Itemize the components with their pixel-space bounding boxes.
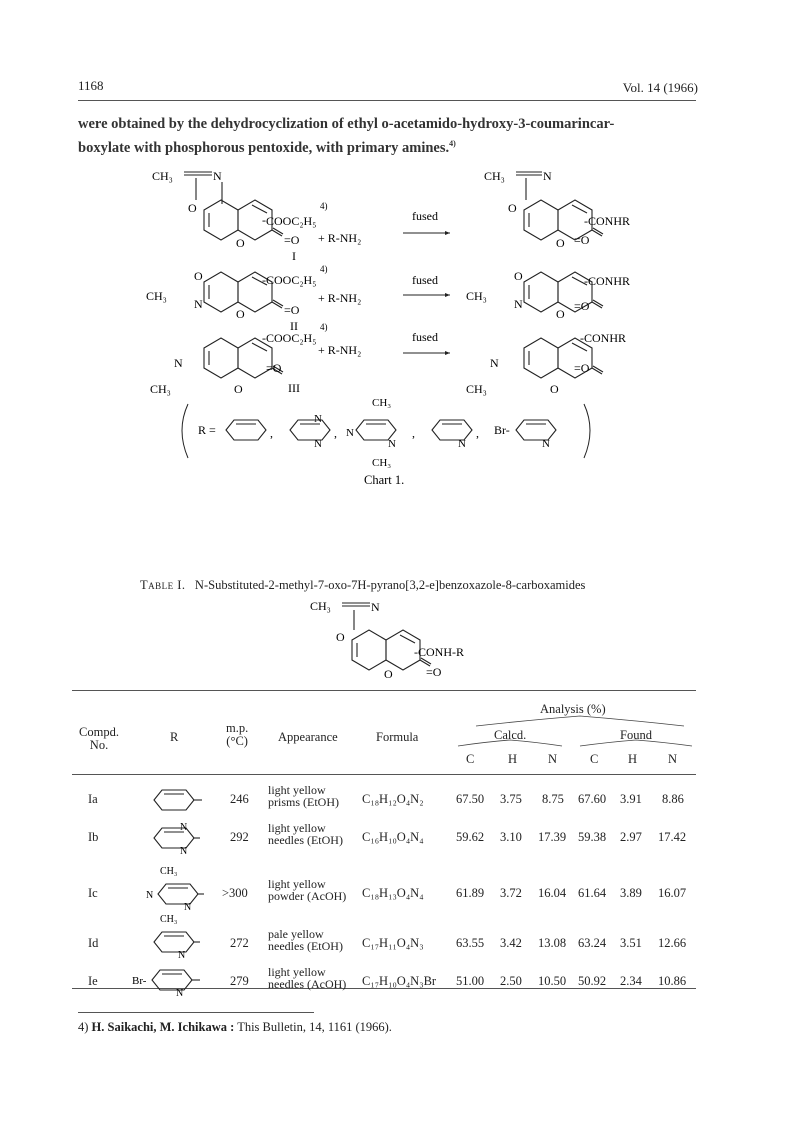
svg-text:O: O [508, 201, 517, 215]
svg-text:O: O [384, 667, 393, 681]
header-found-c: C [590, 752, 599, 766]
svg-text:O: O [234, 382, 243, 396]
header-mp: m.p. (°C) [226, 721, 249, 748]
ester-label: COOC₂H₅ [266, 214, 317, 228]
intro-line-2-text: boxylate with phosphorous pentoxide, with primary amines. [78, 139, 450, 156]
svg-text:N: N [314, 413, 322, 425]
svg-text:N: N [346, 427, 354, 439]
svg-text:CH₃: CH₃ [466, 382, 487, 396]
svg-text:N: N [146, 890, 154, 901]
footnote-ref: 4) [78, 1020, 89, 1034]
intro-line-1: were obtained by the dehydrocyclization of ethyl o-acetamido-hydroxy-3-coumarincar- [78, 116, 615, 132]
svg-text:=O: =O [284, 233, 300, 247]
svg-text:-: - [584, 274, 588, 288]
footnote-text: This Bulletin, 14, 1161 (1966). [237, 1020, 392, 1034]
r-dimethylpyrimidinyl-icon [146, 864, 222, 924]
svg-text:O: O [236, 307, 245, 321]
svg-text:O: O [556, 236, 565, 250]
table-row: Ic CH₃ N N CH₃ >300 light yellow powder (AcOH) C₁₈H₁₃O₄N₄ 61.89 3.72 16.04 61.64 3.89 16.07 [88, 866, 687, 924]
methyl-label: CH₃ [152, 169, 173, 183]
svg-text:-: - [262, 273, 266, 287]
header-found-n: N [668, 752, 678, 766]
header-appearance: Appearance [278, 730, 338, 744]
svg-text:COOC₂H₅: COOC₂H₅ [266, 273, 317, 287]
svg-text:N: N [388, 438, 396, 450]
svg-text:CH₃: CH₃ [160, 914, 178, 924]
svg-text:N: N [180, 846, 188, 856]
r-phenyl-icon [150, 786, 220, 814]
svg-text:N: N [514, 297, 523, 311]
svg-text:N: N [314, 438, 322, 450]
svg-text:=O: =O [574, 299, 590, 313]
svg-text:4): 4) [320, 322, 328, 332]
r-pyrimidinyl-icon [150, 820, 220, 856]
table-row: Ib N N 292 light yellow needles (EtOH) C₁₆H₁₀O₄N₄ 59.62 3.10 17.39 59.38 2.97 17.42 [88, 821, 687, 856]
svg-text:CH₃: CH₃ [484, 169, 505, 183]
svg-text:Br-: Br- [494, 423, 510, 437]
svg-text:=O: =O [426, 665, 442, 679]
svg-text:N: N [184, 902, 192, 913]
scheme-row-3 [150, 322, 626, 396]
svg-text:CONHR: CONHR [588, 274, 631, 288]
svg-text:COOC₂H₅: COOC₂H₅ [266, 331, 317, 345]
svg-text:=O: =O [284, 303, 300, 317]
intro-ref: 4) [449, 139, 456, 148]
scheme-row-1 [152, 169, 630, 263]
svg-text:N: N [176, 988, 184, 998]
header-r: R [170, 730, 179, 744]
page-number: 1168 [78, 78, 104, 93]
table-caption [140, 578, 585, 593]
reagent-label: + R-NH₂ [318, 231, 362, 245]
condition-label: fused [412, 209, 438, 223]
product-group: CONHR [588, 214, 631, 228]
header-analysis: Analysis (%) [540, 702, 606, 716]
svg-text:O: O [550, 382, 559, 396]
svg-text:-: - [584, 214, 588, 228]
svg-text:N: N [542, 438, 550, 450]
volume-label: Vol. 14 (1966) [622, 80, 698, 95]
svg-text:CH₃: CH₃ [310, 599, 331, 613]
svg-text:+ R-NH₂: + R-NH₂ [318, 291, 362, 305]
svg-text:N: N [194, 297, 203, 311]
svg-text:O: O [194, 269, 203, 283]
table-structure [300, 596, 500, 688]
svg-text:4): 4) [320, 264, 328, 274]
table-caption-text: N-Substituted-2-methyl-7-oxo-7H-pyrano[3,2-e]benzoxazole-8-carboxamides [194, 578, 586, 592]
svg-text:-: - [262, 213, 266, 227]
r-label: R = [198, 423, 216, 437]
table-row: Ia 246 light yellow prisms (EtOH) C₁₈H₁₂O₄N₂ 67.50 3.75 8.75 67.60 3.91 8.86 [72, 780, 696, 820]
footnote-authors: H. Saikachi, M. Ichikawa : [91, 1020, 235, 1034]
svg-text:N: N [490, 356, 499, 370]
roman-3: III [288, 381, 300, 395]
svg-text:CH₃: CH₃ [372, 457, 392, 469]
svg-text:N: N [213, 169, 222, 183]
reaction-scheme [0, 0, 793, 560]
svg-text:Br-: Br- [132, 975, 147, 987]
header-found-h: H [628, 752, 638, 766]
svg-text:O: O [556, 307, 565, 321]
svg-text:CH₃: CH₃ [146, 289, 167, 303]
svg-text:O: O [336, 630, 345, 644]
header-formula: Formula [376, 730, 419, 744]
header-calcd-c: C [466, 752, 475, 766]
header-calcd-h: H [508, 752, 518, 766]
svg-text:CH₃: CH₃ [466, 289, 487, 303]
scheme-row-2 [146, 264, 630, 333]
svg-text:fused: fused [412, 273, 438, 287]
svg-text:N: N [458, 438, 466, 450]
svg-text:N: N [371, 600, 380, 614]
roman-2: II [290, 319, 298, 333]
table-caption-label: Table I. [140, 578, 186, 592]
roman-1: I [292, 249, 296, 263]
svg-text:N: N [180, 822, 188, 833]
footnote [78, 1020, 392, 1035]
svg-text:CH₃: CH₃ [150, 382, 171, 396]
svg-text:O: O [188, 201, 197, 215]
svg-text:N: N [543, 169, 552, 183]
svg-text:4): 4) [320, 201, 328, 211]
table-top-rule [72, 690, 696, 691]
header-compd: Compd. No. [79, 725, 119, 752]
header-found: Found [620, 728, 652, 742]
header-calcd-n: N [548, 752, 558, 766]
svg-text:N: N [174, 356, 183, 370]
svg-text:-: - [414, 645, 418, 659]
table-row: Ie Br- N 279 light yellow needles (AcOH) C₁₇H₁₀O₄N₃Br 51.00 2.50 10.50 50.92 2.34 10.86 [88, 965, 687, 998]
svg-text:O: O [514, 269, 523, 283]
r-bromopyridyl-icon [128, 966, 222, 998]
r-pyridyl-icon [150, 928, 220, 960]
svg-text:,: , [334, 426, 337, 440]
svg-text:,: , [270, 426, 273, 440]
header-calcd: Calcd. [494, 728, 527, 742]
svg-text:CONHR: CONHR [584, 331, 627, 345]
svg-text:CH₃: CH₃ [372, 397, 392, 409]
r-substituents [182, 397, 590, 469]
table-header-rule [72, 774, 696, 775]
svg-text:fused: fused [412, 330, 438, 344]
svg-text:-: - [262, 331, 266, 345]
svg-text:,: , [476, 426, 479, 440]
footnote-rule [78, 1012, 314, 1013]
svg-text:,: , [412, 426, 415, 440]
svg-text:=O: =O [574, 233, 590, 247]
svg-text:CH₃: CH₃ [160, 866, 178, 877]
svg-text:N: N [178, 950, 186, 960]
table-struct-group: CONH-R [418, 645, 465, 659]
analysis-braces [440, 710, 700, 770]
table-row: Id N 272 pale yellow needles (EtOH) C₁₇H₁₁O₄N₃ 63.55 3.42 13.08 63.24 3.51 12.66 [88, 927, 687, 960]
chart-caption: Chart 1. [364, 473, 405, 487]
svg-text:O: O [236, 236, 245, 250]
svg-text:=O: =O [266, 361, 282, 375]
svg-text:=O: =O [574, 361, 590, 375]
svg-text:+ R-NH₂: + R-NH₂ [318, 343, 362, 357]
svg-text:-: - [580, 331, 584, 345]
